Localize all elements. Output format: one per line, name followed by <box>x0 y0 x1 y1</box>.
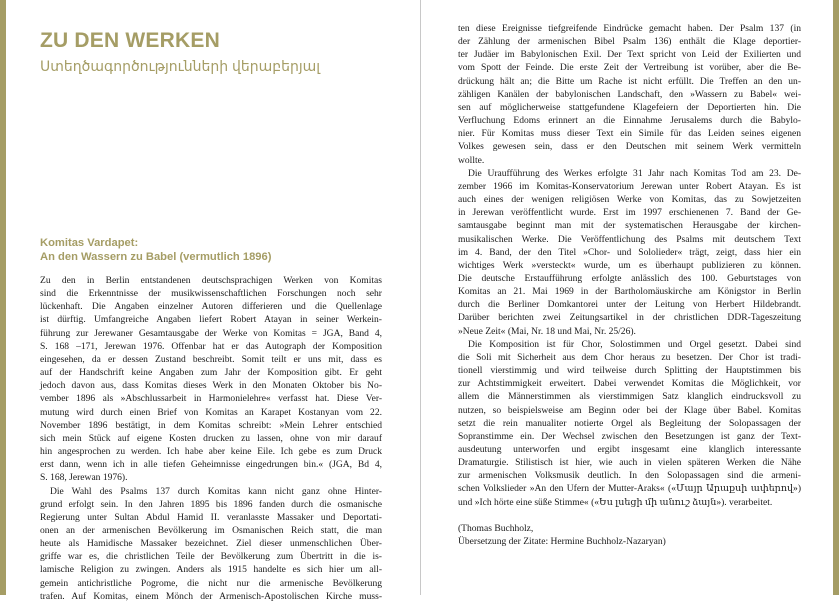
text-line: Die deutsche Erstaufführung erfolgte anlässlich des 100. Geburtstages von <box>458 272 801 284</box>
right-text-column <box>458 22 801 548</box>
text-line: ausdeutung unterworfen und ergibt insgesamt eine klanglich interessante <box>458 444 801 455</box>
work-title-name: An den Wassern zu Babel (vermutlich 1896) <box>40 251 272 263</box>
page-title: ZU DEN WERKEN <box>40 29 220 52</box>
text-line: lückenhaft. Die Angaben einzelner Autoren differieren und die Quellenlage <box>40 301 382 313</box>
text-line: durch die Berliner Domkantorei unter der Leitung von Herbert Hildebrandt. <box>458 299 801 311</box>
text-line: Darüber berichten zwei Zeitungsartikel in der christlichen DDR-Tageszeitung <box>458 312 801 324</box>
text-line: S. 168 –171, Jerewan 1976. Offenbar hat er das Autograph der Komposition <box>40 340 382 352</box>
text-line: tionell vierstimmig und wird teilweise durch Splitting der Hauptstimmen bis <box>458 365 801 377</box>
text-line: Komitas an 21. Mai 1969 in der Bartholomäuskirche am Königstor in Berlin <box>458 286 801 298</box>
right-page-edge-bar <box>833 0 839 595</box>
text-line: und »Ich hörte eine süße Stimme« («Ես լսեցի մի անուշ ձայն»). verarbeitet. <box>458 496 773 508</box>
text-line: sen auf möglicherweise stattgefundene Klagefeiern der Deportierten hin. Die <box>458 101 801 113</box>
work-title-composer: Komitas Vardapet: <box>40 237 139 249</box>
text-line: schen Volkslieder »An den Ufern der Mutter-Araks« («Մայր Արաքսի ափերով») <box>458 483 801 495</box>
text-line: November 1896 bestätigt, in dem Komitas schreibt: »Mein Lehrer entschied <box>40 419 382 431</box>
text-line: hin angesprochen zu werden. Ich habe aber keine Eile. Ich gebe es zum Druck <box>40 446 382 458</box>
text-line: ten diese Ereignisse tiefgreifende Eindrücke gemacht haben. Der Psalm 137 (in <box>458 23 801 34</box>
left-page-edge-bar <box>0 0 6 595</box>
text-line: heute als Hamidische Massaker bezeichnet. Ziel dieser unmenschlichen Über- <box>40 538 382 550</box>
paragraph-gap <box>458 509 801 522</box>
text-line: im 4. Band, der den Titel »Chor- und Sololieder« trägt, zeigt, dass hier ein <box>458 246 801 258</box>
text-line: eingesehen, da er dessen Zustand beschreibt. Somit teilt er uns mit, dass es <box>40 353 382 365</box>
text-line: mutung wird durch einen Brief von Komitas an Karapet Kostanyan vom 22. <box>40 406 382 418</box>
text-line: erst dann, wenn ich in alle tiefen Geheimnisse eingedrungen bin.« (ЈGA, Bd 4, <box>40 459 382 471</box>
text-line: die Soli mit Sicherheit aus dem Chor heraus zu besetzen. Der Chor ist tradi- <box>458 351 801 363</box>
text-line: zähligen Kanälen der babylonischen Landschaft, den »Wassern zu Babel« wei- <box>458 88 801 100</box>
text-line: der Zählung der armenischen Bibel Psalm 136) enthält die Klage deportier- <box>458 36 801 48</box>
text-line: onen an der armenischen Bevölkerung im Osmanischen Reich statt, die man <box>40 524 382 536</box>
text-line: Die Uraufführung des Werkes erfolgte 31 Jahr nach Komitas Tod am 23. De- <box>468 167 801 179</box>
text-line: ter Judäer im Babylonischen Exil. Der Text spricht von Leid der Exilierten und <box>458 49 801 61</box>
text-line: Sopranstimme ein. Der Wechsel zwischen den Besetzungen ist ganz der Text- <box>458 430 801 442</box>
page-subtitle-armenian: Ստեղծագործությունների վերաբերյալ <box>40 58 321 74</box>
left-text-column <box>40 274 382 603</box>
text-line: vember 1896 als »Abschlussarbeit in Harmonielehre« verfasst hat. Diese Ver- <box>40 393 382 405</box>
text-line: sich mein Stück auf eigene Kosten drucken zu lassen, ohne von mir darauf <box>40 432 382 444</box>
text-line: jedoch davon aus, dass Komitas dieses Werk in den Monaten Oktober bis No- <box>40 380 382 392</box>
text-line: sind die Erkenntnisse der musikwissenschaftlichen Forschungen noch sehr <box>40 288 382 300</box>
text-line: wichtiges Werk »versteckt« wurde, um es überhaupt publizieren zu können. <box>458 259 801 271</box>
text-line: nier. Für Komitas muss dieser Text ein Simile für das Leiden seines eigenen <box>458 128 801 140</box>
text-line: griffe war es, die christlichen Teile der Bevölkerung zum Übertritt in die is- <box>40 551 382 563</box>
text-line: ist dürftig. Umfangreiche Angaben liefert Robert Atayan in seiner Werkein- <box>40 314 382 326</box>
text-line: zur armenischen Volksmusik deutlich. In den Solopassagen sind die armeni- <box>458 470 801 482</box>
text-line: Verfluchung Edoms erinnert an die Einnahme Jerusalems durch die Babylo- <box>458 115 801 127</box>
text-line: S. 168, Jerewan 1976). <box>40 472 128 484</box>
text-line: Regierung unter Sultan Abdul Hamid II. veranlasste Massaker und Deportati- <box>40 511 382 523</box>
text-line: in Jerewan veröffentlicht wurde. Erst im 1997 erschienenen 7. Band der Ge- <box>458 207 801 219</box>
text-line: musikalischen Werke. Die Veröffentlichung des Psalms mit deutschem Text <box>458 233 801 245</box>
text-line: setzt die rein manualiter notierte Orgel als Begleitung der Solopassagen der <box>458 417 801 429</box>
text-line: trafen. Auf Komitas, einem Mönch der Armenisch-Apostolischen Kirche muss- <box>40 590 382 602</box>
text-line: auf der Handschrift keine Angaben zum Jahr der Komposition gibt. Er geht <box>40 367 382 379</box>
page-gutter <box>420 0 421 595</box>
text-line: drückung hält an; die Bitte um Rache ist nicht erfüllt. Die Treffen an den un- <box>458 75 801 87</box>
text-line: Die Komposition ist für Chor, Solostimmen und Orgel gesetzt. Dabei sind <box>468 338 801 350</box>
text-line: zur Achtstimmigkeit erweitert. Dabei verwendet Komitas die Möglichkeit, vor <box>458 378 801 390</box>
credit-translator: Übersetzung der Zitate: Hermine Buchholz-Nazaryan) <box>458 536 666 548</box>
text-line: auch eines der wenigen religiösen Werke von Komitas, das zu Sowjetzeiten <box>458 194 801 206</box>
text-line: wollte. <box>458 154 485 166</box>
text-line: samtausgabe beginnt man mit der systematischen Herausgabe der kirchen- <box>458 220 801 232</box>
text-line: gemein antichristliche Pogrome, die nicht nur die armenische Bevölkerung <box>40 577 382 589</box>
credit-author: (Thomas Buchholz, <box>458 522 534 534</box>
text-line: »Neue Zeit« (Mai, Nr. 18 und Mai, Nr. 25/26). <box>458 325 636 337</box>
text-line: Dramaturgie. Stilistisch ist hier, wie auch in vielen späteren Werken die Nähe <box>458 457 801 469</box>
text-line: vom Spott der Feinde. Die erste Zeit der Vertreibung ist vorüber, aber die Be- <box>458 62 801 74</box>
text-line: allem die Männerstimmen als vierstimmigen Satz klanglich eindrucksvoll zu <box>458 391 801 403</box>
text-line: Volkes gewesen sein, dass er den Deutschen mit seinem Werk vermitteln <box>458 141 801 153</box>
text-line: führung zur Jerewaner Gesamtausgabe der Werke von Komitas = ЈGA, Band 4, <box>40 327 382 339</box>
text-line: Die Wahl des Psalms 137 durch Komitas kann nicht ganz ohne Hinter- <box>50 485 382 497</box>
text-line: lamische Religion zu zwingen. Anders als 1915 handelte es sich hier um all- <box>40 564 382 576</box>
work-title <box>40 236 271 264</box>
text-line: Zu den in Berlin entstandenen deutschsprachigen Werken von Komitas <box>40 275 382 286</box>
text-line: grund erfolgt sein. In den Jahren 1895 bis 1896 fanden durch die osmanische <box>40 498 382 510</box>
text-line: zember 1966 im Komitas-Konservatorium Jerewan unter Robert Atayan. Es ist <box>458 180 801 192</box>
text-line: nutzen, so beispielsweise am Beginn oder bei der Klage über Babel. Komitas <box>458 404 801 416</box>
